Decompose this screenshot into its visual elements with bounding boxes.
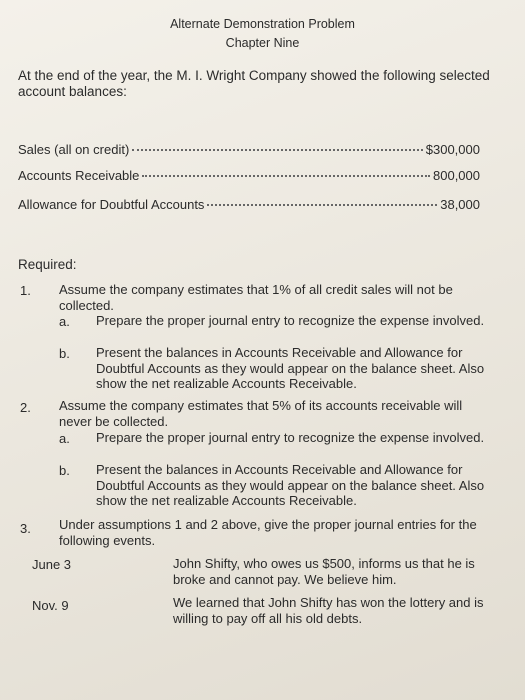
dot-leader xyxy=(207,204,437,206)
sub-text: Prepare the proper journal entry to recognize the expense involved. xyxy=(96,430,485,445)
event-date: Nov. 9 xyxy=(32,598,69,613)
event-text: John Shifty, who owes us $500, informs us that he is broke and cannot pay. We believe him. xyxy=(173,556,475,587)
account-label: Allowance for Doubtful Accounts xyxy=(18,197,205,212)
required-heading: Required: xyxy=(18,257,77,272)
sub-text: Prepare the proper journal entry to recognize the expense involved. xyxy=(96,313,485,328)
account-row-sales xyxy=(18,142,480,157)
dot-leader xyxy=(142,175,430,177)
sub-letter: b. xyxy=(59,346,70,361)
account-amount: 38,000 xyxy=(440,197,480,212)
item-number: 3. xyxy=(20,521,31,536)
item-text: Assume the company estimates that 1% of all credit sales will not be collected. xyxy=(59,282,453,313)
sub-letter: b. xyxy=(59,463,70,478)
document-title: Alternate Demonstration Problem xyxy=(170,17,355,31)
sub-letter: a. xyxy=(59,431,70,446)
item-text: Under assumptions 1 and 2 above, give the proper journal entries for the following events. xyxy=(59,517,477,548)
account-row-allowance xyxy=(18,197,480,212)
sub-text: Present the balances in Accounts Receivable and Allowance for Doubtful Accounts as they would appear on the balance sheet. Also show the net realizable Accounts Receivable. xyxy=(96,345,485,391)
event-text: We learned that John Shifty has won the lottery and is willing to pay off all his old debts. xyxy=(173,595,484,626)
account-label: Accounts Receivable xyxy=(18,168,140,183)
event-date: June 3 xyxy=(32,557,72,572)
item-number: 1. xyxy=(20,283,31,298)
dot-leader xyxy=(132,149,422,151)
item-number: 2. xyxy=(20,400,31,415)
sub-text: Present the balances in Accounts Receivable and Allowance for Doubtful Accounts as they would appear on the balance sheet. Also show the net realizable Accounts Receivable. xyxy=(96,462,485,508)
chapter-subtitle: Chapter Nine xyxy=(225,36,300,50)
account-amount: 800,000 xyxy=(433,168,480,183)
account-row-receivable xyxy=(18,168,480,183)
account-amount: $300,000 xyxy=(425,142,480,157)
intro-paragraph: At the end of the year, the M. I. Wright Company showed the following selected account balances: xyxy=(18,68,490,99)
account-label: Sales (all on credit) xyxy=(18,142,130,157)
sub-letter: a. xyxy=(59,314,70,329)
item-text: Assume the company estimates that 5% of its accounts receivable will never be collected. xyxy=(59,398,463,429)
